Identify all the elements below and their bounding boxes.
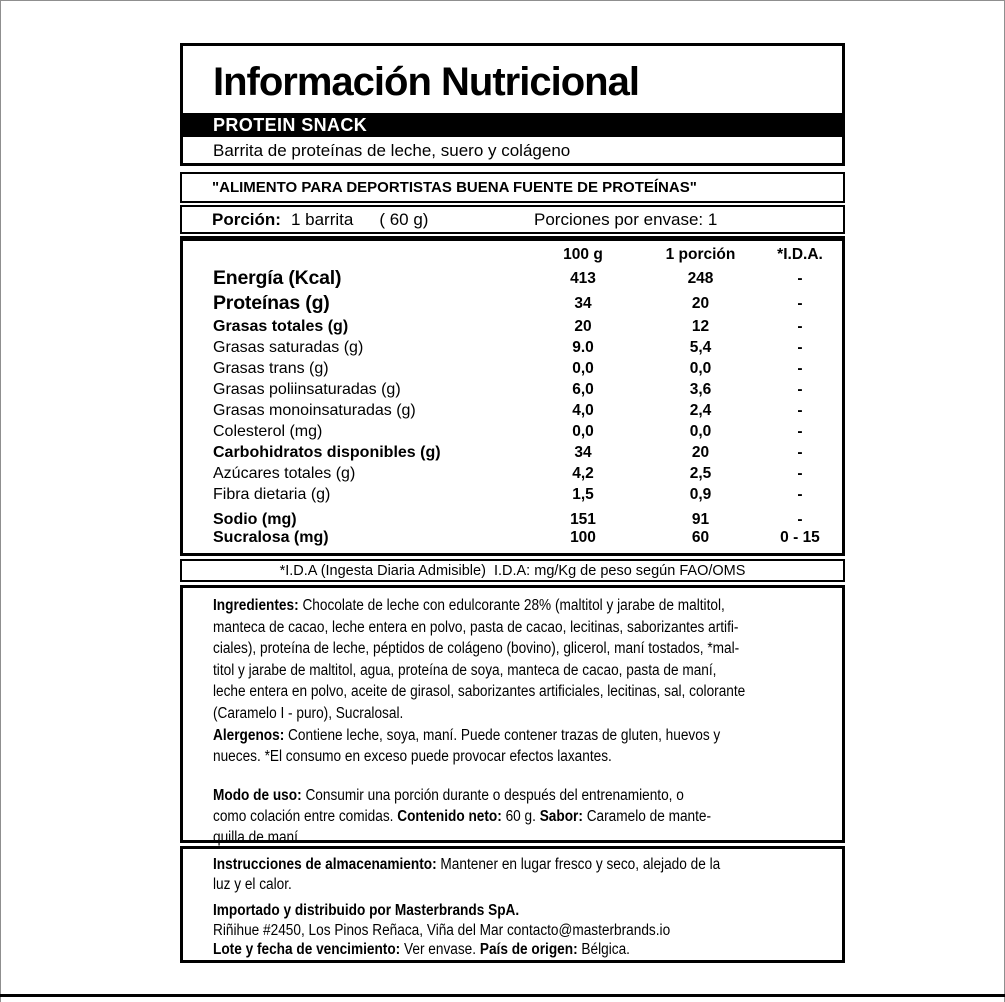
- table-row: [183, 291, 842, 316]
- nutrient-name: Grasas trans (g): [213, 359, 329, 377]
- table-row: [183, 463, 842, 484]
- ingredients-paragraph: Ingredientes: Chocolate de leche con edulcorante 28% (maltitol y jarabe de maltitol, manteca de cacao, leche entera en polvo, pasta de cacao, lecitinas, saborizantes artifi- ciales), proteína de leche, péptidos de colágeno (bovino), glicerol, maní tostados, *mal- titol y jarabe de maltitol, agua, proteína de soya, manteca de cacao, pasta de maní, leche entera en polvo, aceite de girasol, saborizantes artificiales, lecitinas, sal, colorante (Caramelo I - puro), Sucralosal.: [213, 597, 746, 722]
- value-ida: -: [797, 269, 803, 287]
- value-per-100g: 0,0: [572, 359, 594, 377]
- value-per-portion: 20: [691, 443, 710, 461]
- value-per-100g: 0,0: [572, 422, 594, 440]
- table-row: [183, 529, 842, 547]
- table-row: [183, 511, 842, 529]
- serving-box: [180, 205, 845, 234]
- value-ida: 0 - 15: [780, 529, 820, 546]
- claim-text: "ALIMENTO PARA DEPORTISTAS BUENA FUENTE DE PROTEÍNAS": [212, 179, 697, 196]
- nutrient-name: Grasas saturadas (g): [213, 338, 364, 356]
- value-ida: -: [797, 422, 803, 440]
- value-ida: -: [797, 401, 803, 419]
- value-per-portion: 91: [691, 511, 710, 528]
- bottom-rule: [0, 994, 1005, 997]
- subtitle-row: [183, 137, 842, 164]
- column-header-100g: 100 g: [563, 246, 603, 263]
- table-row: [183, 421, 842, 442]
- storage-box: [180, 846, 845, 963]
- value-per-100g: 34: [574, 443, 592, 461]
- value-ida: -: [797, 443, 803, 461]
- value-per-portion: 0,9: [689, 485, 712, 503]
- value-ida: -: [797, 317, 803, 335]
- value-per-100g: 6,0: [572, 380, 594, 398]
- value-ida: -: [797, 338, 803, 356]
- value-per-100g: 1,5: [572, 485, 594, 503]
- nutrient-name: Grasas monoinsaturadas (g): [213, 401, 416, 419]
- value-per-portion: 12: [691, 317, 710, 335]
- table-row: [183, 442, 842, 463]
- value-per-portion: 60: [691, 529, 710, 546]
- value-per-portion: 248: [687, 269, 714, 287]
- value-per-portion: 2,4: [689, 401, 712, 419]
- ida-note: *I.D.A (Ingesta Diaria Admisible) I.D.A: mg/Kg de peso según FAO/OMS: [279, 562, 746, 579]
- nutrient-name: Sucralosa (mg): [213, 529, 329, 546]
- value-per-100g: 100: [570, 529, 596, 546]
- ingredients-box: [180, 585, 845, 846]
- value-per-portion: 20: [691, 294, 710, 312]
- storage-paragraph: Instrucciones de almacenamiento: Mantener en lugar fresco y seco, alejado de la luz y el calor.: [213, 856, 721, 893]
- value-per-portion: 2,5: [689, 464, 712, 482]
- table-row: [183, 358, 842, 379]
- table-row: [183, 316, 842, 337]
- serving-amount: 1 barrita: [290, 209, 354, 229]
- value-per-100g: 4,0: [572, 401, 594, 419]
- table-row: [183, 484, 842, 505]
- ida-note-box: [180, 559, 845, 582]
- value-per-portion: 0,0: [689, 359, 712, 377]
- value-ida: -: [797, 294, 803, 312]
- page-title: Información Nutricional: [213, 60, 639, 104]
- nutrient-name: Carbohidratos disponibles (g): [213, 443, 441, 461]
- nutrition-table-box: [180, 236, 845, 556]
- title-box: [180, 43, 845, 166]
- table-row: [183, 337, 842, 358]
- nutrient-name: Proteínas (g): [213, 292, 330, 314]
- nutrient-name: Grasas poliinsaturadas (g): [213, 380, 401, 398]
- ingredients-content: [213, 595, 811, 848]
- value-per-100g: 151: [570, 511, 596, 528]
- value-per-portion: 3,6: [689, 380, 712, 398]
- nutrient-name: Fibra dietaria (g): [213, 485, 331, 503]
- value-ida: -: [797, 464, 803, 482]
- nutrient-name: Energía (Kcal): [213, 267, 342, 289]
- nutrient-name: Grasas totales (g): [213, 317, 349, 335]
- value-ida: -: [797, 511, 803, 528]
- product-subtitle: Barrita de proteínas de leche, suero y colágeno: [213, 140, 571, 160]
- serving-weight: ( 60 g): [379, 209, 429, 229]
- storage-content: [213, 855, 811, 960]
- table-row: [183, 266, 842, 291]
- allergens-paragraph: Alergenos: Contiene leche, soya, maní. Puede contener trazas de gluten, huevos y nueces. *El consumo en exceso puede provocar efectos laxantes.: [213, 726, 721, 766]
- nutrition-label: [180, 43, 845, 963]
- value-per-100g: 20: [574, 317, 592, 335]
- product-name: PROTEIN SNACK: [213, 114, 368, 135]
- claim-box: [180, 172, 845, 203]
- product-bar: [183, 113, 842, 137]
- usage-paragraph: Modo de uso: Consumir una porción durante o después del entrenamiento, o como colación entre comidas. Contenido neto: 60 g. Sabor: Caramelo de mante- quilla de maní.: [213, 786, 712, 846]
- value-per-portion: 0,0: [689, 422, 712, 440]
- value-ida: -: [797, 485, 803, 503]
- value-per-portion: 5,4: [689, 338, 712, 356]
- value-per-100g: 413: [570, 269, 596, 287]
- column-header-ida: *I.D.A.: [777, 246, 823, 263]
- nutrient-name: Azúcares totales (g): [213, 464, 356, 482]
- table-header: [183, 244, 842, 266]
- value-ida: -: [797, 359, 803, 377]
- value-per-100g: 4,2: [572, 464, 594, 482]
- servings-per-package: Porciones por envase: 1: [534, 209, 718, 229]
- nutrient-name: Sodio (mg): [213, 511, 297, 528]
- value-ida: -: [797, 380, 803, 398]
- value-per-100g: 34: [574, 294, 592, 312]
- table-row: [183, 379, 842, 400]
- table-row: [183, 400, 842, 421]
- nutrient-name: Colesterol (mg): [213, 422, 323, 440]
- column-header-portion: 1 porción: [665, 246, 736, 263]
- serving-label: Porción:: [212, 209, 281, 229]
- value-per-100g: 9.0: [572, 338, 594, 356]
- importer-paragraph: Importado y distribuido por Masterbrands SpA. Riñihue #2450, Los Pinos Reñaca, Viña del Mar contacto@masterbrands.io Lote y fecha de vencimiento: Ver envase. País de origen: Bélgica.: [213, 902, 671, 958]
